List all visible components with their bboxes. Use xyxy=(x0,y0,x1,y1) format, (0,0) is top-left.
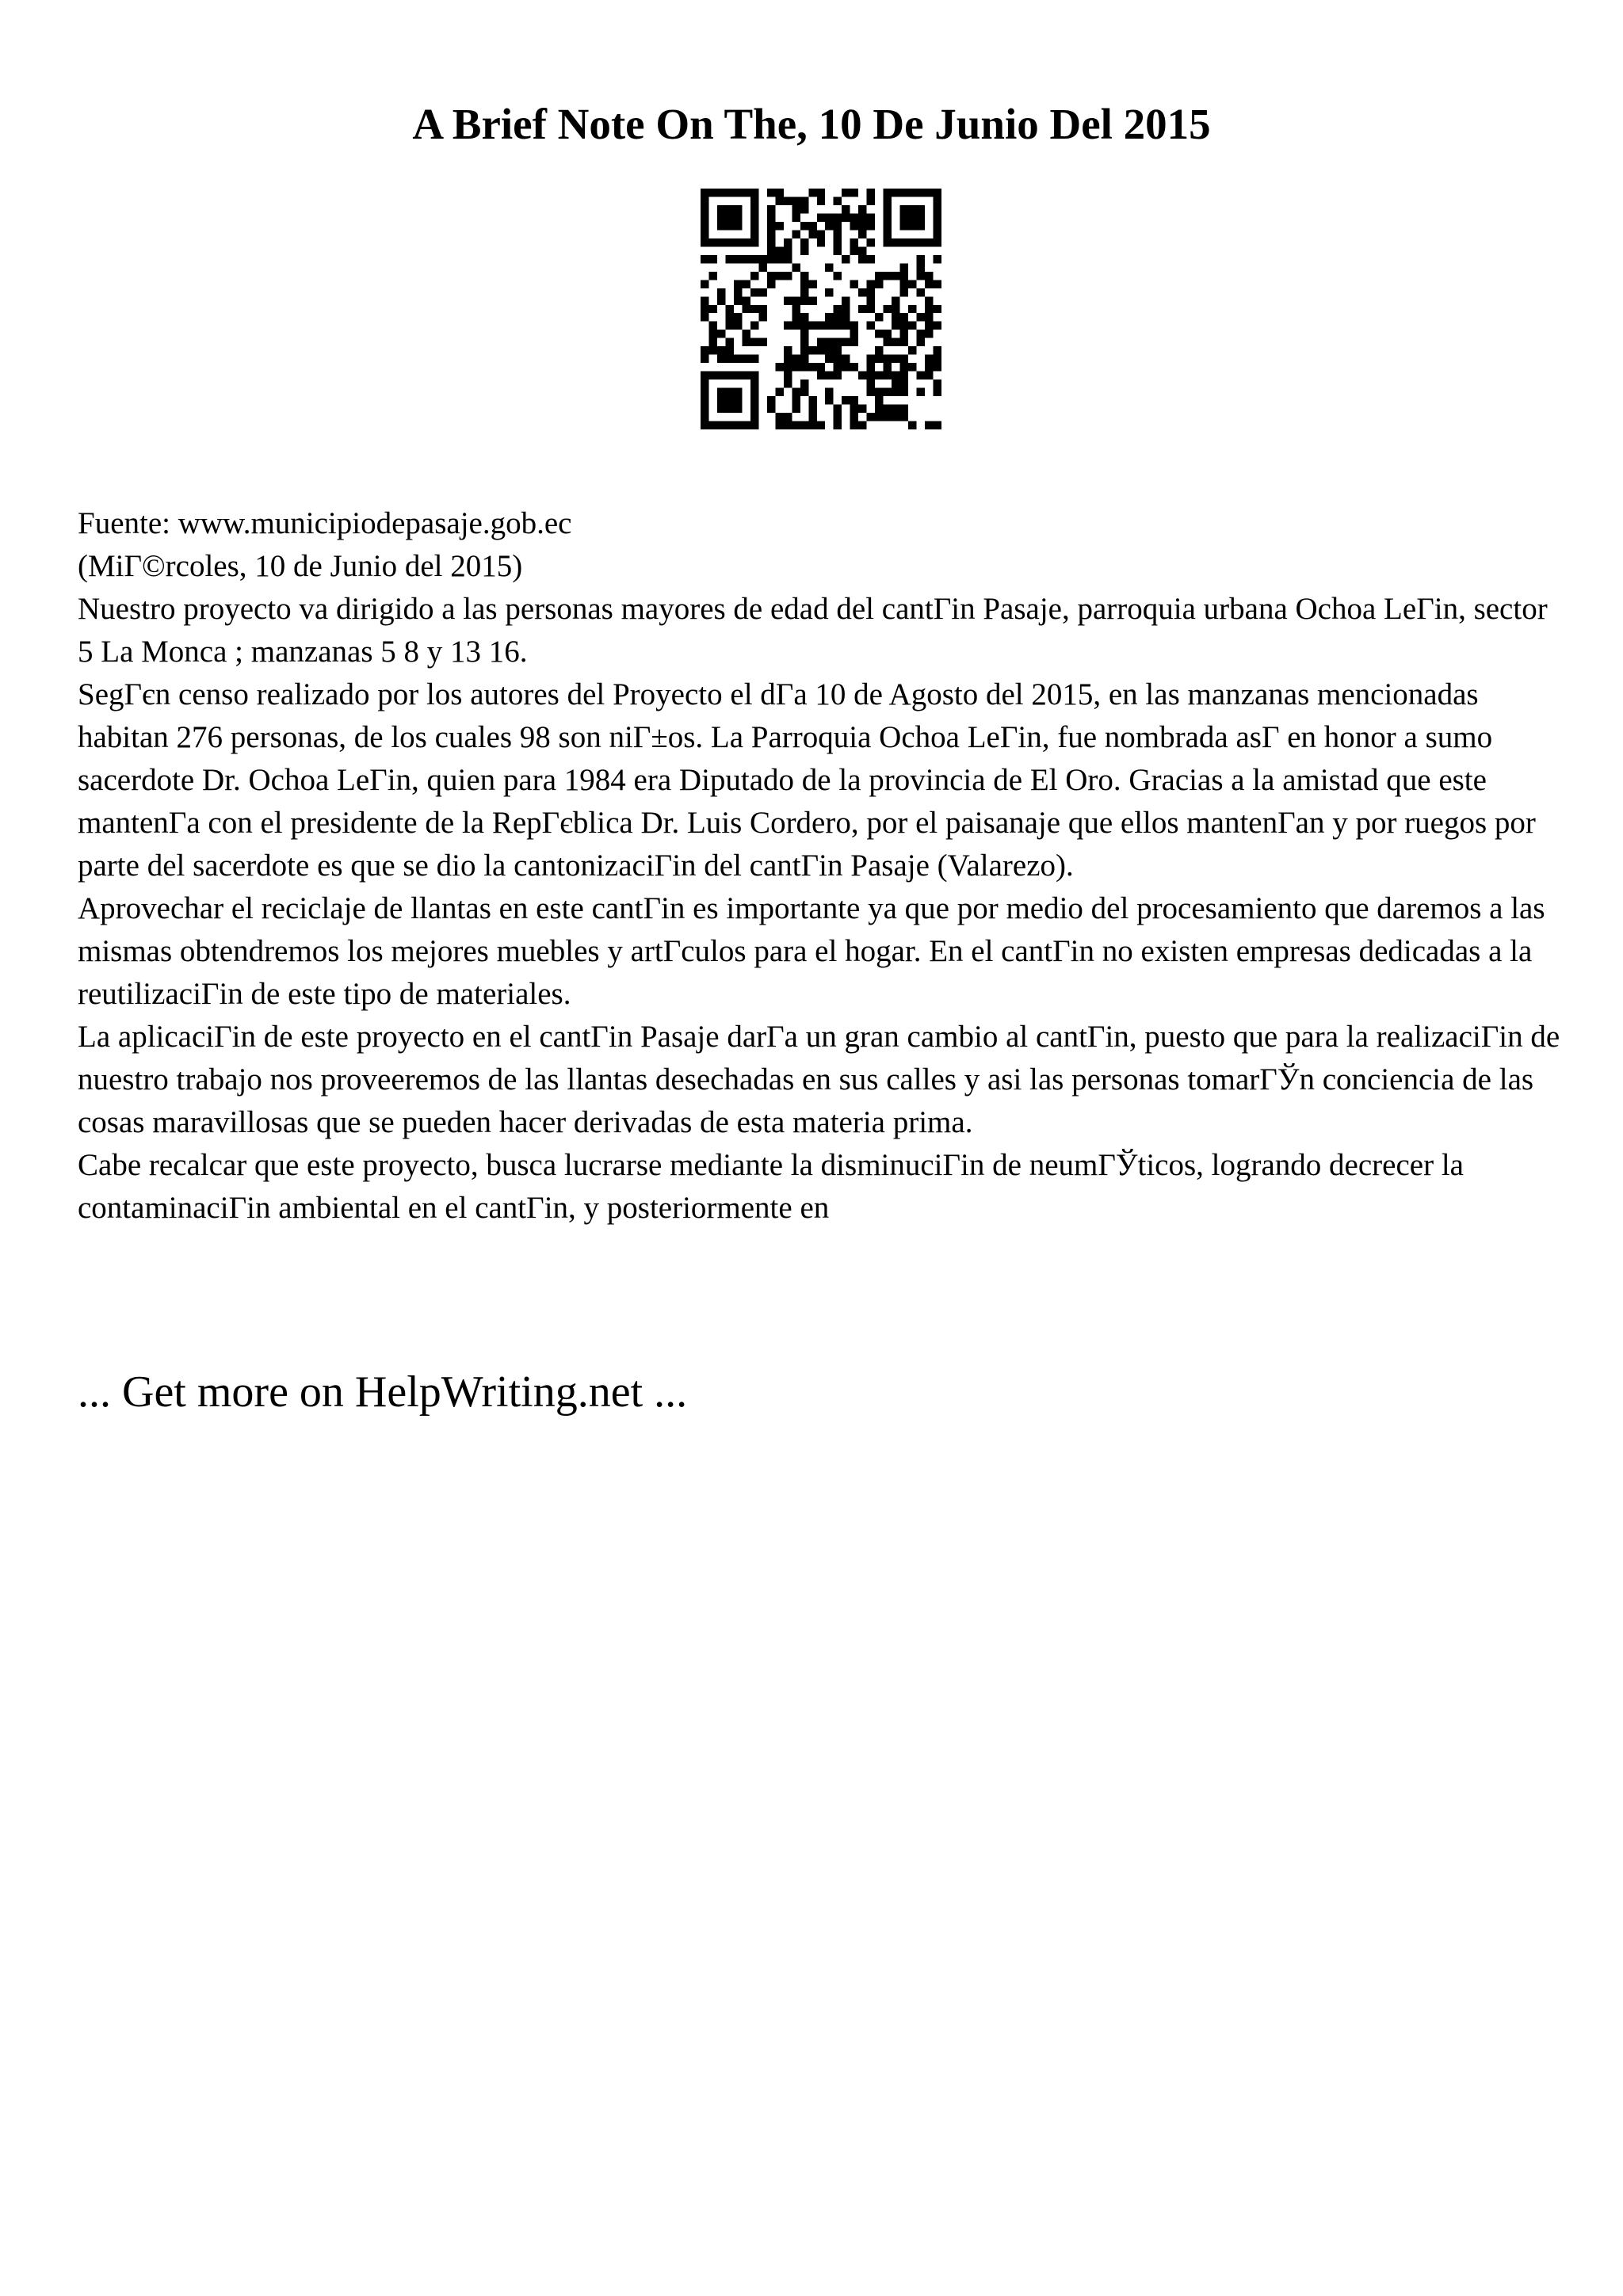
paragraph: Nuestro proyecto va dirigido a las personas mayores de edad del cantГіn Pasaje, parroquia urbana Ochoa LeГіn, sector 5 La Monca ; manzanas 5 8 y 13 16. xyxy=(78,592,1548,669)
get-more-link[interactable]: ... Get more on HelpWriting.net ... xyxy=(78,1367,688,1417)
qr-code-icon xyxy=(701,189,941,429)
paragraph: La aplicaciГіn de este proyecto en el cantГіn Pasaje darГa un gran cambio al cantГіn, puesto que para la realizaciГіn de nuestro trabajo nos proveeremos de las llantas desechadas en sus calles y asi las personas tomarГЎn conciencia de las cosas maravillosas que se pueden hacer derivadas de esta materia prima. xyxy=(78,1020,1560,1139)
paragraph: SegГєn censo realizado por los autores del Proyecto el dГa 10 de Agosto del 2015, en las manzanas mencionadas habitan 276 personas, de los cuales 98 son niГ±os. La Parroquia Ochoa LeГіn, fue nombrada asГ en honor a sumo sacerdote Dr. Ochoa LeГіn, quien para 1984 era Diputado de la provincia de El Oro. Gracias a la amistad que este mantenГa con el presidente de la RepГєblica Dr. Luis Cordero, por el paisanaje que ellos mantenГan y por ruegos por parte del sacerdote es que se dio la cantonizaciГіn del cantГіn Pasaje (Valarezo). xyxy=(78,677,1536,883)
date-line: (MiГ©rcoles, 10 de Junio del 2015) xyxy=(78,549,523,583)
document-title: A Brief Note On The, 10 De Junio Del 2015 xyxy=(412,100,1211,148)
paragraph: Aprovechar el reciclaje de llantas en este cantГіn es importante ya que por medio del procesamiento que daremos a las mismas obtendremos los mejores muebles y artГculos para el hogar. En el cantГіn no existen empresas dedicadas a la reutilizaciГіn de este tipo de materiales. xyxy=(78,891,1545,1011)
article-body xyxy=(78,502,1568,1230)
paragraph: Cabe recalcar que este proyecto, busca lucrarse mediante la disminuciГіn de neumГЎticos, logrando decrecer la contaminaciГіn ambiental en el cantГіn, y posteriormente en xyxy=(78,1148,1464,1225)
source-line: Fuente: www.municipiodepasaje.gob.ec xyxy=(78,506,572,540)
